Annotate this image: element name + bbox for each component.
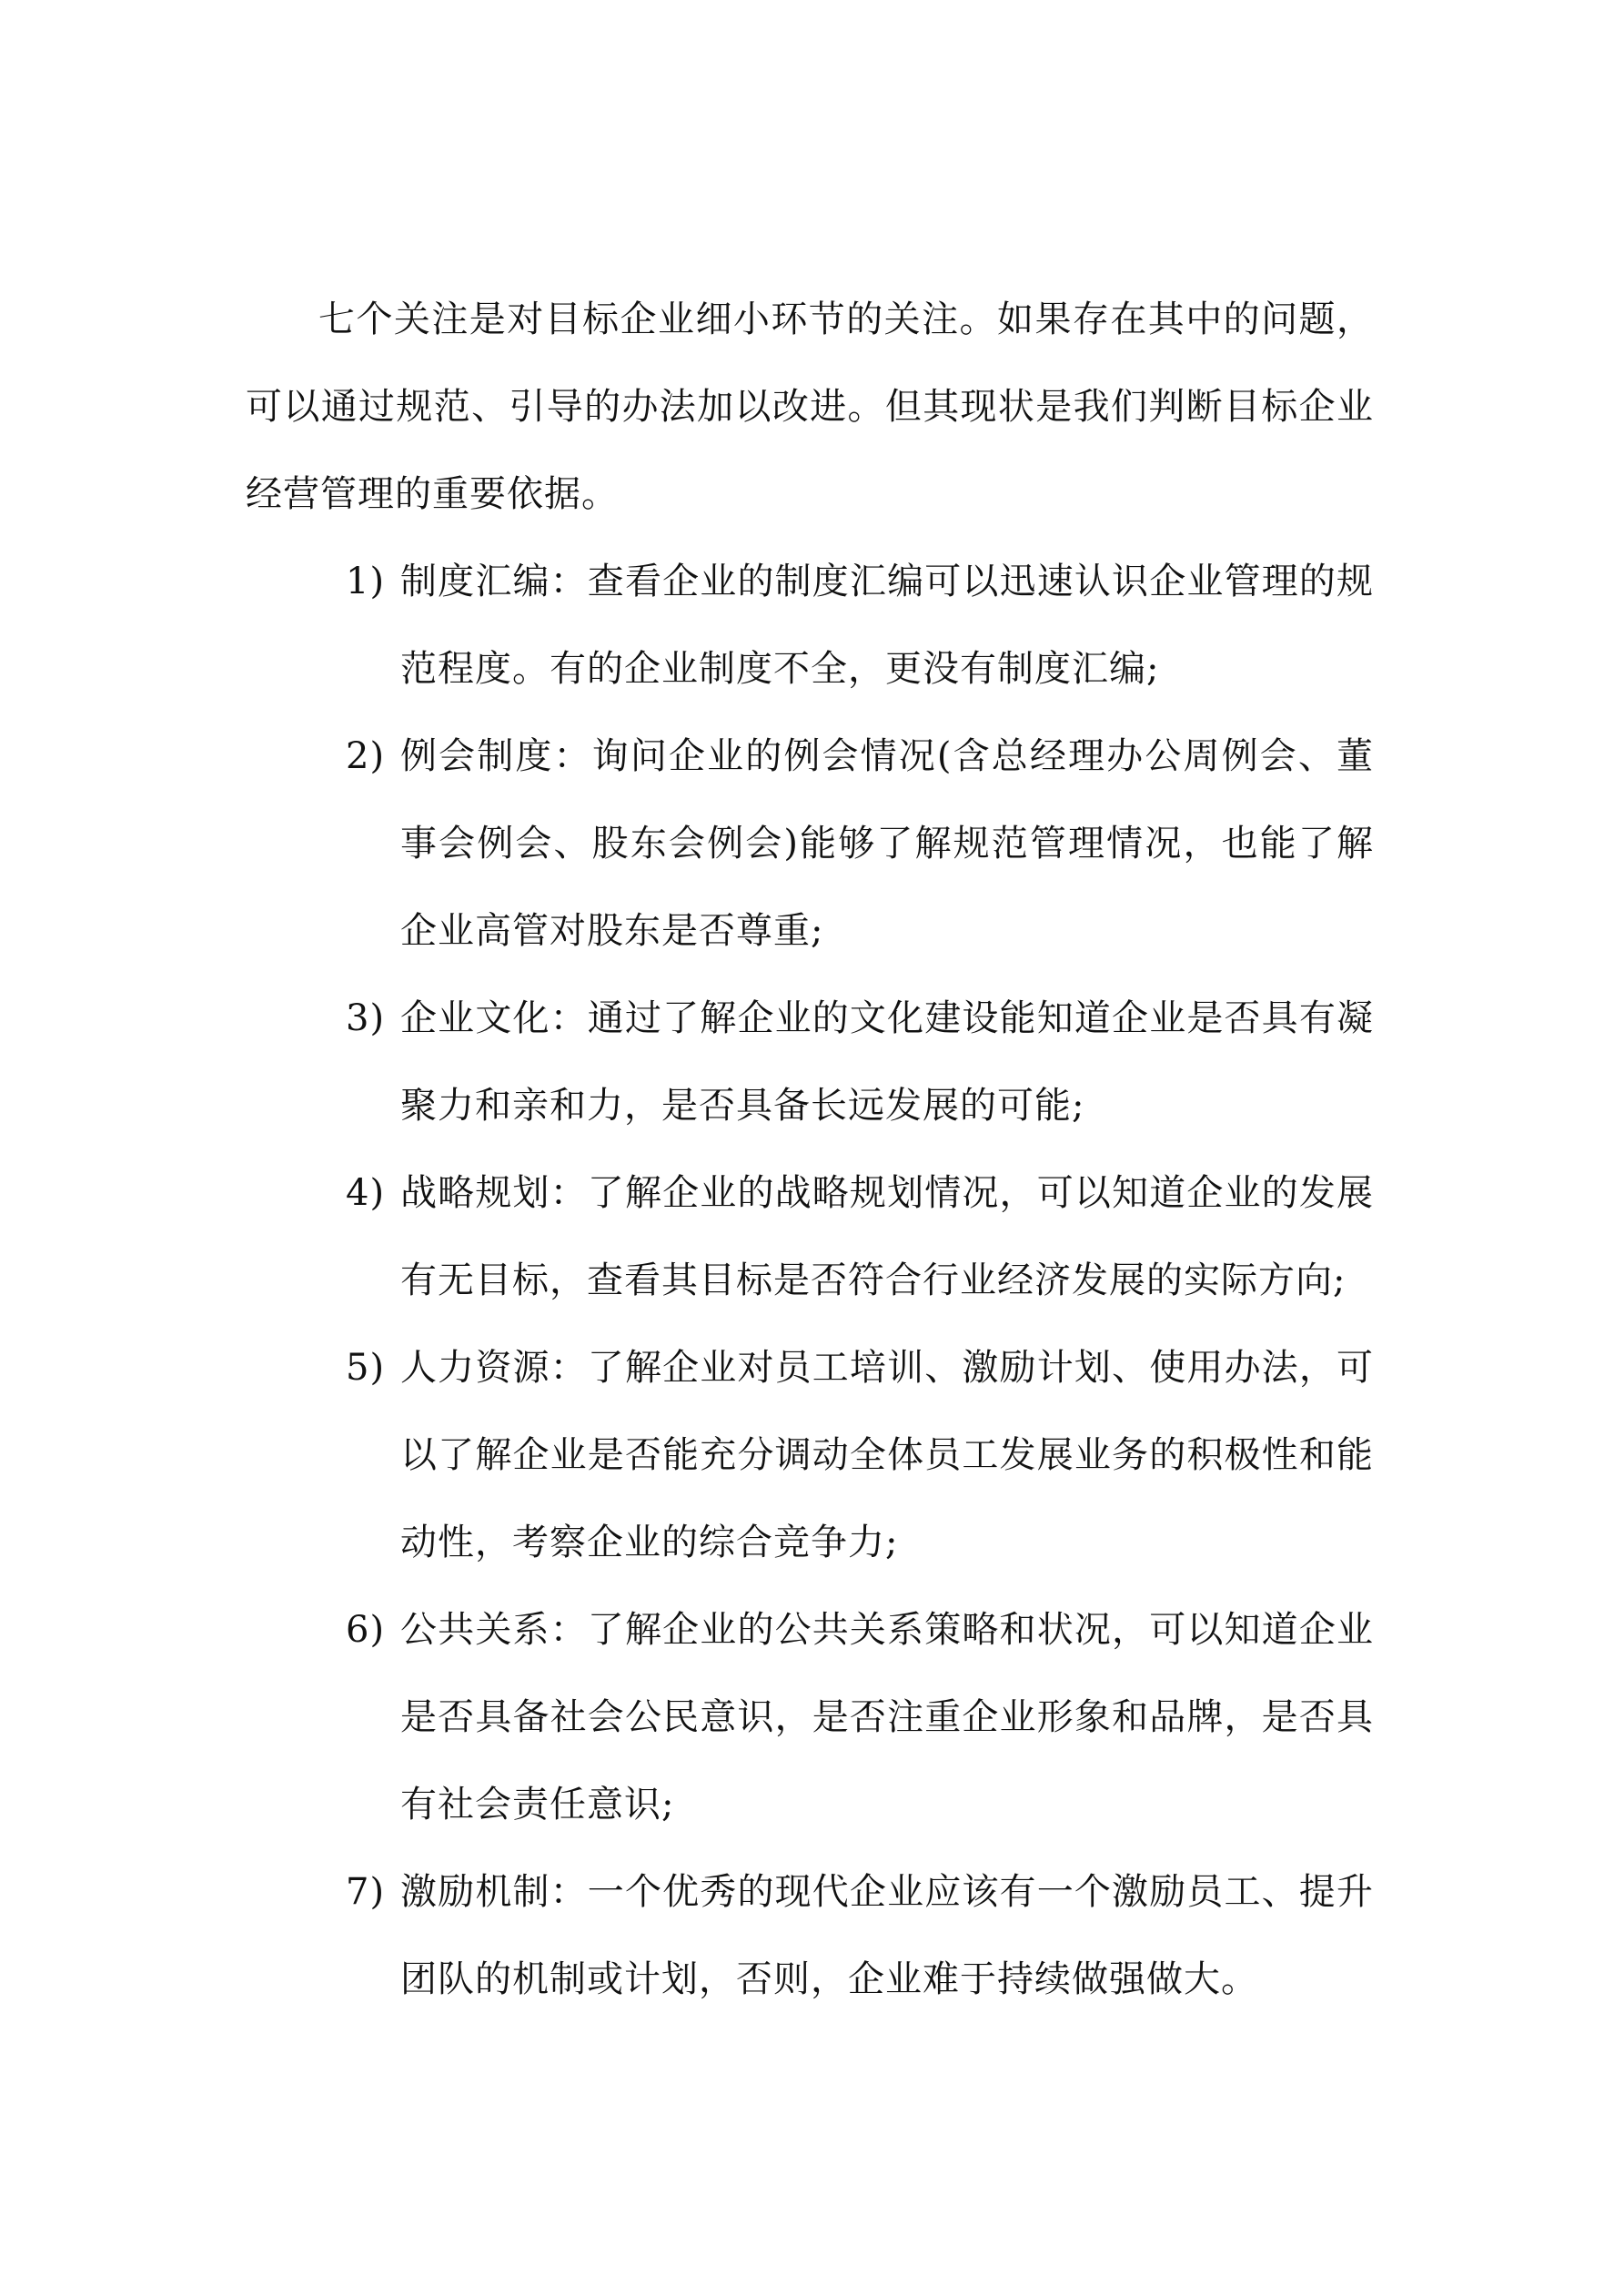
list-item-number: 3): [346, 997, 386, 1039]
list-item: [246, 975, 1374, 1149]
list-item-number: 1): [346, 561, 386, 602]
list-item: [246, 713, 1374, 975]
list-item: [246, 1586, 1374, 1848]
list-item-number: 5): [346, 1347, 386, 1389]
document-body: [246, 276, 1374, 2023]
list-item-number: 2): [346, 735, 386, 777]
list-item-number: 4): [346, 1172, 386, 1214]
list-item-text: 公共关系：了解企业的公共关系策略和状况，可以知道企业是否具备社会公民意识，是否注重企业形象和品牌，是否具有社会责任意识;: [400, 1609, 1374, 1826]
intro-paragraph: 七个关注是对目标企业细小环节的关注。如果存在其中的问题，可以通过规范、引导的办法加以改进。但其现状是我们判断目标企业经营管理的重要依据。: [246, 298, 1374, 515]
list-item: [246, 1324, 1374, 1586]
list-item: [246, 1149, 1374, 1324]
list-item-number: 6): [346, 1609, 386, 1651]
list-item-number: 7): [346, 1871, 386, 1913]
attention-list: [246, 538, 1374, 2023]
list-item: [246, 538, 1374, 713]
list-item: [246, 1848, 1374, 2023]
list-item-text: 战略规划：了解企业的战略规划情况，可以知道企业的发展有无目标，查看其目标是否符合行业经济发展的实际方向;: [400, 1172, 1374, 1301]
list-item-text: 人力资源：了解企业对员工培训、激励计划、使用办法，可以了解企业是否能充分调动全体员工发展业务的积极性和能动性，考察企业的综合竞争力;: [400, 1347, 1374, 1563]
list-item-text: 制度汇编：查看企业的制度汇编可以迅速认识企业管理的规范程度。有的企业制度不全，更没有制度汇编;: [400, 561, 1374, 690]
list-item-text: 激励机制：一个优秀的现代企业应该有一个激励员工、提升团队的机制或计划，否则，企业难于持续做强做大。: [400, 1871, 1374, 2000]
list-item-text: 例会制度：询问企业的例会情况(含总经理办公周例会、董事会例会、股东会例会)能够了解规范管理情况，也能了解企业高管对股东是否尊重;: [400, 735, 1374, 952]
list-item-text: 企业文化：通过了解企业的文化建设能知道企业是否具有凝聚力和亲和力，是否具备长远发展的可能;: [400, 997, 1374, 1127]
